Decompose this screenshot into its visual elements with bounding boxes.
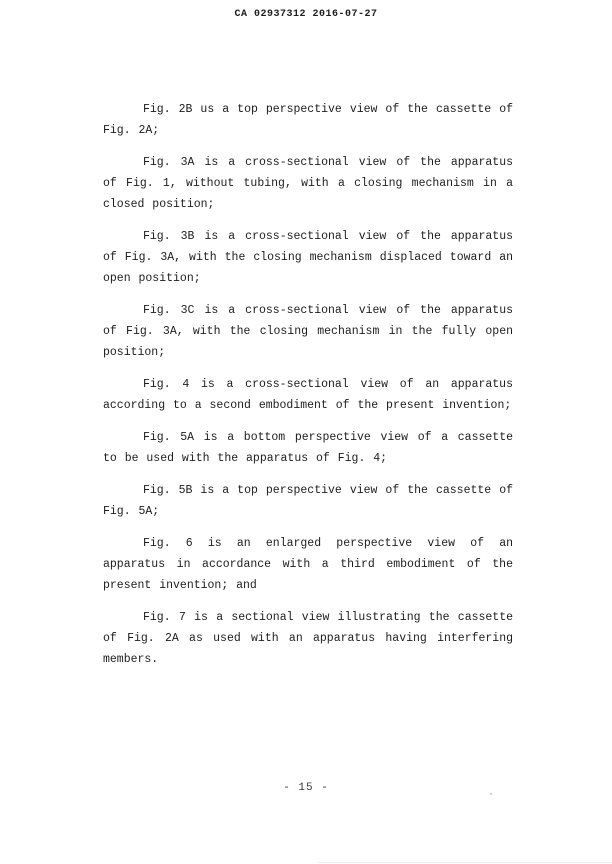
paragraph: Fig. 7 is a sectional view illustrating the cassette of Fig. 2A as used with an apparatus having interfering members.	[103, 611, 513, 666]
paragraph: Fig. 3A is a cross-sectional view of the apparatus of Fig. 1, without tubing, with a closing mechanism in a closed position;	[103, 156, 513, 211]
paragraph: Fig. 6 is an enlarged perspective view of an apparatus in accordance with a third embodiment of the present invention; and	[103, 537, 513, 592]
paragraph: Fig. 5B is a top perspective view of the cassette of Fig. 5A;	[103, 484, 513, 518]
paragraph: Fig. 5A is a bottom perspective view of a cassette to be used with the apparatus of Fig. 4;	[103, 431, 513, 465]
paragraph: Fig. 3B is a cross-sectional view of the apparatus of Fig. 3A, with the closing mechanism displaced toward an open position;	[103, 230, 513, 285]
scan-artifact-line	[318, 862, 612, 863]
document-header: CA 02937312 2016-07-27	[234, 9, 378, 20]
paragraph: Fig. 4 is a cross-sectional view of an apparatus according to a second embodiment of the present invention;	[103, 378, 513, 412]
paragraph: Fig. 3C is a cross-sectional view of the apparatus of Fig. 3A, with the closing mechanism in the fully open position;	[103, 304, 513, 359]
scan-artifact-dot	[490, 793, 492, 795]
paragraph: Fig. 2B us a top perspective view of the cassette of Fig. 2A;	[103, 103, 513, 137]
page-number: - 15 -	[283, 782, 329, 794]
document-body	[103, 99, 513, 681]
